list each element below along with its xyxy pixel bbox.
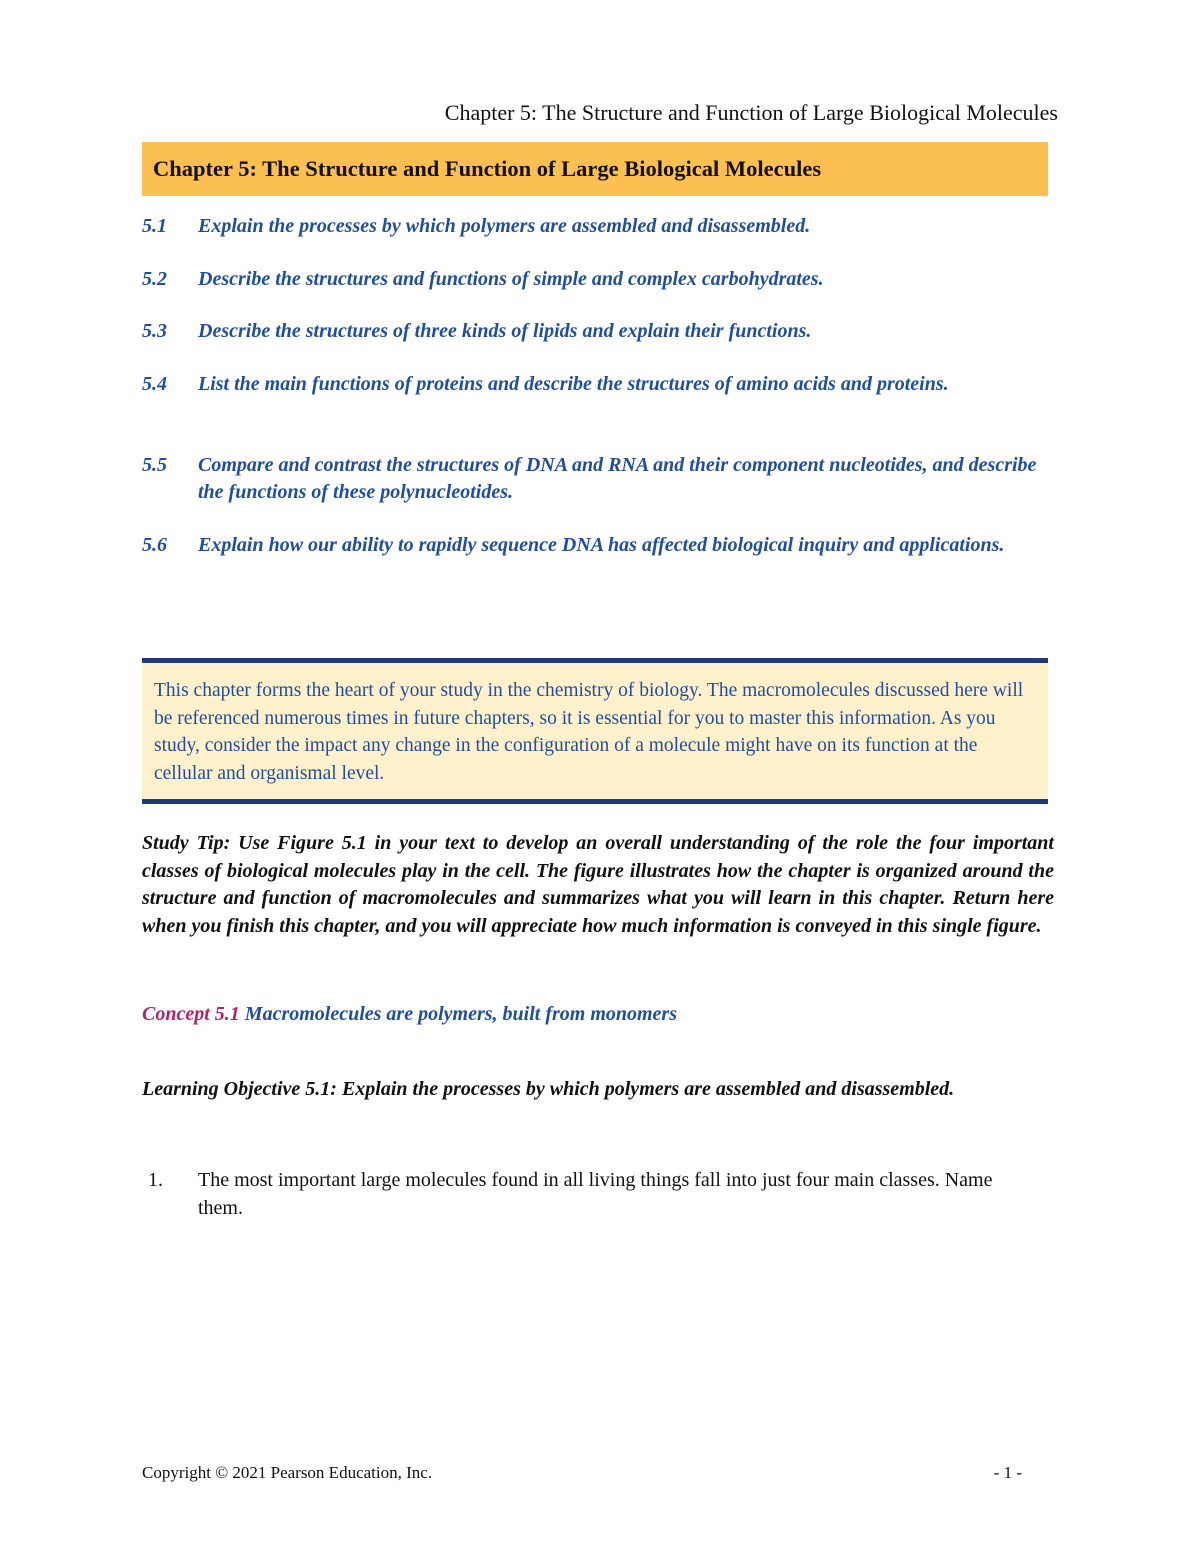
objective-text: Describe the structures and functions of simple and complex carbohydrates. xyxy=(198,268,824,290)
objective-number: 5.5 xyxy=(142,454,167,476)
objective-item xyxy=(142,452,1062,506)
question-text: The most important large molecules found in all living things fall into just four main classes. Name them. xyxy=(198,1169,993,1219)
study-tip: Study Tip: Use Figure 5.1 in your text to develop an overall understanding of the role the four important classes of biological molecules play in the cell. The figure illustrates how the chapter is organized around the structure and function of macromolecules and summarizes what you will learn in this chapter. Return here when you finish this chapter, and you will appreciate how much information is conveyed in this single figure. xyxy=(142,832,1054,937)
objective-item xyxy=(142,371,1012,398)
running-header: Chapter 5: The Structure and Function of Large Biological Molecules xyxy=(444,100,1058,125)
objective-text: List the main functions of proteins and describe the structures of amino acids and proteins. xyxy=(198,373,949,395)
objective-number: 5.4 xyxy=(142,373,167,395)
objective-number: 5.1 xyxy=(142,215,167,237)
page-footer xyxy=(142,1462,1022,1484)
objective-item xyxy=(142,532,1042,559)
objective-item xyxy=(142,266,1062,293)
concept-label: Concept 5.1 xyxy=(142,1003,240,1025)
objective-number: 5.3 xyxy=(142,320,167,342)
concept-heading xyxy=(142,1000,1052,1028)
question-item xyxy=(142,1167,1042,1222)
objective-text: Describe the structures of three kinds of lipids and explain their functions. xyxy=(198,320,812,342)
question-number: 1. xyxy=(148,1169,163,1191)
callout-text: This chapter forms the heart of your study in the chemistry of biology. The macromolecules discussed here will be referenced numerous times in future chapters, so it is essential for you to master this information. As you study, consider the impact any change in the configuration of a molecule might have on its function at the cellular and organismal level. xyxy=(154,680,1024,784)
objective-text: Explain the processes by which polymers are assembled and disassembled. xyxy=(198,215,811,237)
concept-title: Macromolecules are polymers, built from monomers xyxy=(244,1003,677,1025)
objective-text: Explain how our ability to rapidly sequence DNA has affected biological inquiry and applications. xyxy=(198,534,1005,556)
objective-item xyxy=(142,213,1062,240)
objective-number: 5.6 xyxy=(142,534,167,556)
chapter-intro-callout xyxy=(142,658,1048,804)
objective-item xyxy=(142,318,1062,345)
copyright: Copyright © 2021 Pearson Education, Inc. xyxy=(142,1463,433,1482)
learning-objective: Learning Objective 5.1: Explain the processes by which polymers are assembled and disassembled. xyxy=(142,1078,955,1100)
chapter-title-bar xyxy=(142,142,1048,196)
chapter-title: Chapter 5: The Structure and Function of Large Biological Molecules xyxy=(153,156,822,181)
objective-number: 5.2 xyxy=(142,268,167,290)
objective-text: Compare and contrast the structures of DNA and RNA and their component nucleotides, and describe the functions of these polynucleotides. xyxy=(198,454,1037,503)
page-number: - 1 - xyxy=(993,1463,1022,1482)
